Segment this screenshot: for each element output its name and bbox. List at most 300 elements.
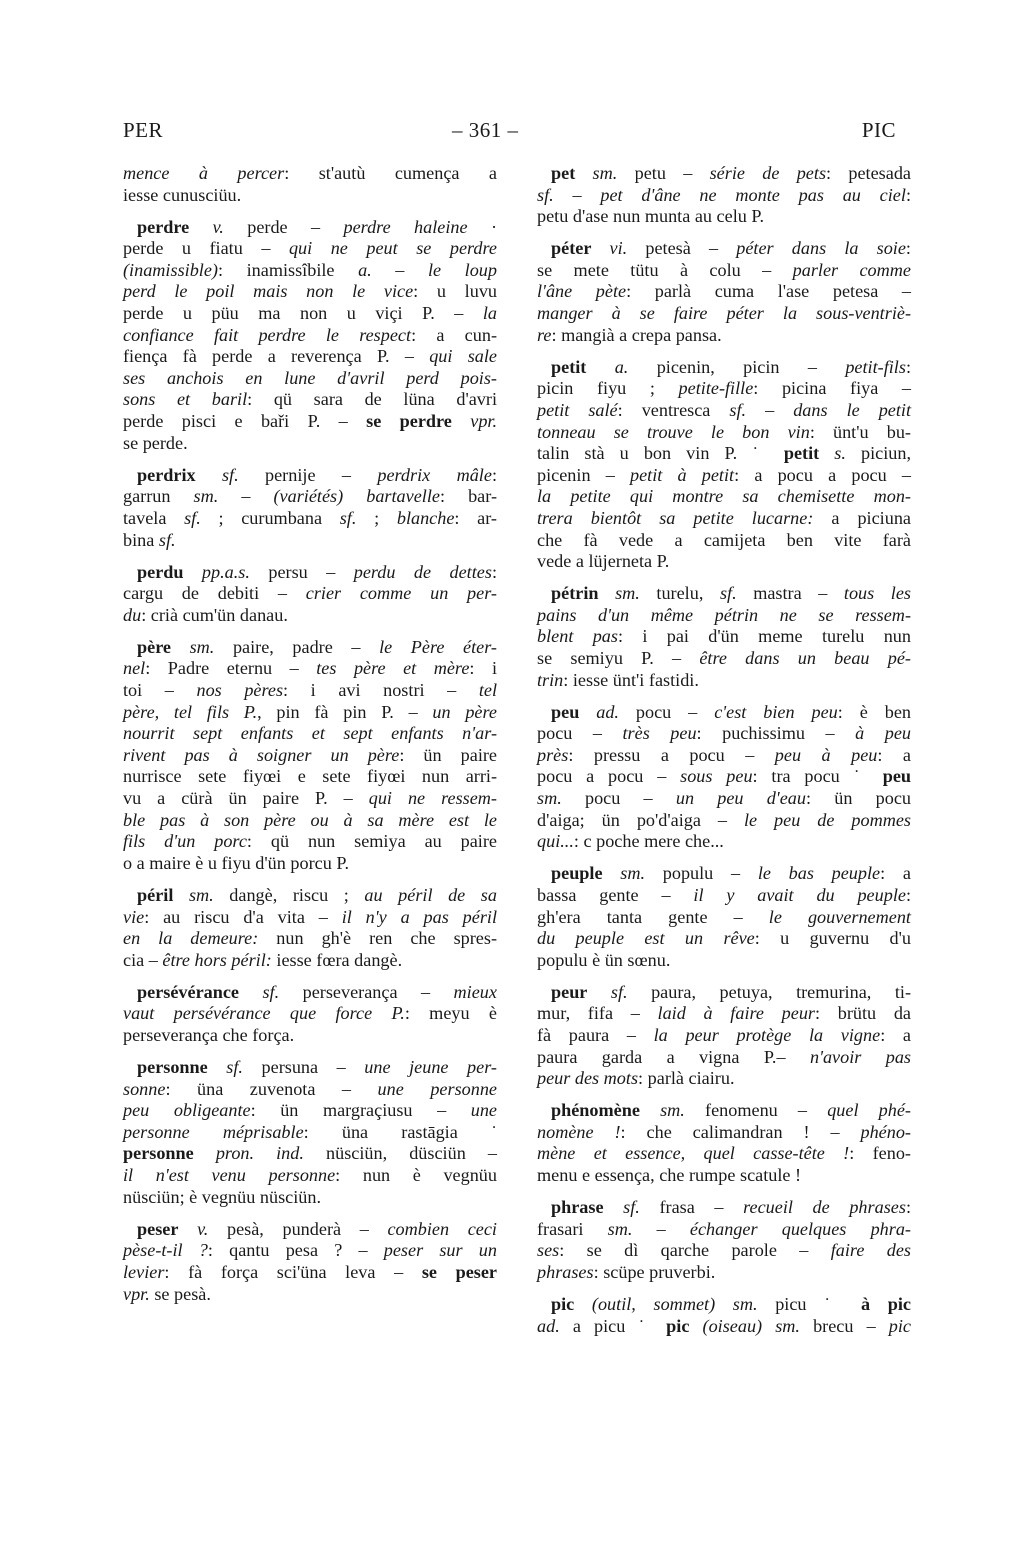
french-text: une personne	[377, 1078, 497, 1099]
entry-line	[123, 368, 497, 390]
french-text: pic	[888, 1315, 912, 1336]
page-number: – 361 –	[452, 118, 519, 142]
entry-line	[537, 950, 911, 972]
entry-line	[123, 680, 497, 702]
entry-headline	[123, 562, 497, 584]
ligurian-text: : üna zuvenota –	[165, 1078, 378, 1099]
ligurian-text: cia –	[123, 949, 163, 970]
entry-headline	[537, 1294, 911, 1316]
ligurian-text: perde –	[223, 216, 344, 237]
french-text: s.	[819, 443, 846, 464]
entry-line	[537, 206, 911, 228]
french-text: levier	[123, 1261, 165, 1282]
french-text: qui ne peut se perdre	[288, 238, 497, 259]
ligurian-text: tavela	[123, 507, 185, 528]
ligurian-text: perde u püu ma non u viçi P. –	[123, 303, 483, 324]
french-text: a.	[586, 356, 629, 377]
french-text: tonneau se trouve le bon vin	[537, 421, 810, 442]
ligurian-text: paire, padre –	[214, 636, 380, 657]
entry-line	[123, 766, 497, 788]
french-text: (inamissible)	[123, 259, 218, 280]
french-text: sf.	[603, 1197, 640, 1218]
ligurian-text: iesse cunusciüu.	[123, 184, 242, 205]
headword: phénomène	[551, 1100, 640, 1121]
ligurian-text: , pin fà pin P. –	[257, 701, 433, 722]
entry-line	[123, 238, 497, 260]
ligurian-text: piciun,	[845, 443, 911, 464]
ligurian-text: :	[905, 238, 911, 259]
french-text: trin	[537, 669, 564, 690]
french-text: manger à se faire péter la sous-ventriè-	[537, 303, 911, 324]
ligurian-text: :	[905, 184, 911, 205]
french-text: personne méprisable	[123, 1121, 304, 1142]
entry-line	[537, 605, 911, 627]
french-text: crier comme un per-	[305, 583, 497, 604]
french-text: peu obligeante	[123, 1100, 251, 1121]
ligurian-text: d'aiga; ün po'd'aiga –	[537, 809, 744, 830]
ligurian-text: : scüpe pruverbi.	[593, 1261, 716, 1282]
entry-line	[123, 163, 497, 185]
ligurian-text: perde pisci e baři P. –	[123, 411, 367, 432]
entry-line	[123, 788, 497, 810]
ligurian-text: : se dì qarche parole –	[559, 1240, 831, 1261]
french-text: laid à faire peur	[657, 1003, 815, 1024]
headword: peser	[137, 1218, 179, 1239]
entry-line	[537, 443, 911, 465]
entry-line	[123, 1187, 497, 1209]
french-text: sf.	[719, 583, 737, 604]
headword: pic	[551, 1294, 575, 1314]
headword: péril	[137, 884, 174, 905]
french-text: perd le poil mais non le vice	[123, 281, 414, 302]
entry-line	[537, 648, 911, 670]
ligurian-text: se semiyu P. –	[537, 647, 700, 668]
french-text: du peuple est un rêve	[537, 928, 755, 949]
entry-line	[123, 530, 497, 552]
entry-line	[537, 422, 911, 444]
ligurian-text: : u luvu	[413, 281, 498, 302]
entry-headline	[537, 1100, 911, 1122]
entry-line	[537, 670, 911, 692]
entry-line	[123, 1003, 497, 1025]
french-text: tel	[478, 680, 498, 701]
ligurian-text: :	[491, 561, 497, 582]
french-text: sm.	[607, 1218, 633, 1239]
entry-line	[537, 745, 911, 767]
french-text: mène et essence, quel casse-tête !	[537, 1143, 850, 1164]
french-text: sf.	[184, 507, 201, 528]
headword: persévérance	[137, 981, 240, 1002]
ligurian-text: ·	[467, 216, 498, 237]
ligurian-text: nüsciün, düsciün –	[303, 1143, 497, 1164]
running-head-left: PER	[123, 118, 164, 142]
entry-headline	[123, 1219, 497, 1241]
headword: peuple	[551, 863, 603, 884]
french-text: blanche	[396, 507, 455, 528]
ligurian-text: : qü nun semiya au paire	[246, 831, 497, 852]
ligurian-text: :	[905, 356, 911, 377]
ligurian-text: :	[905, 884, 912, 905]
french-text: ble pas à son père ou à sa mère est le	[123, 809, 497, 830]
entry-line	[123, 325, 497, 347]
ligurian-text: : qü sara de lüna d'avri	[247, 389, 498, 410]
entry-line	[537, 1047, 911, 1069]
ligurian-text: a piciuna	[813, 507, 911, 528]
french-text: tes père et mère	[316, 658, 470, 679]
headword: à pic	[861, 1294, 911, 1314]
french-text: nourrit sept enfants et sept enfants n'ar-	[123, 723, 497, 744]
ligurian-text: :	[491, 464, 497, 485]
french-text: recueil de phrases	[743, 1197, 906, 1218]
entry-line	[537, 1262, 911, 1284]
ligurian-text: : brütu da	[815, 1003, 911, 1024]
french-text: sf.	[239, 981, 280, 1002]
french-text: à peu	[855, 723, 911, 744]
ligurian-text: : u guvernu d'u	[754, 928, 911, 949]
french-text: petit-fils	[845, 356, 906, 377]
ligurian-text: bassa gente –	[537, 884, 694, 905]
headword: phrase	[551, 1197, 604, 1218]
ligurian-text: : a	[880, 1024, 911, 1045]
ligurian-text: : inamissîbile	[217, 259, 359, 280]
running-head-right: PIC	[861, 118, 896, 142]
headword: peu	[882, 766, 912, 787]
entry-headline	[123, 637, 497, 659]
ligurian-text: : i pai d'ün meme turelu nun	[617, 626, 911, 647]
french-text: ad.	[579, 701, 619, 722]
french-text: confiance fait perdre le respect	[123, 324, 412, 345]
ligurian-text: vede a lüjerneta P.	[537, 551, 670, 572]
ligurian-text: : bar-	[439, 486, 498, 507]
french-text: être dans un beau pé-	[699, 647, 911, 668]
french-text: un peu d'eau	[675, 788, 806, 809]
ligurian-text: : ar-	[454, 507, 497, 528]
french-text: sm.	[575, 163, 618, 183]
ligurian-text: cargu de debiti –	[123, 583, 306, 604]
ligurian-text: : qantu pesa ? –	[207, 1240, 384, 1261]
ligurian-text: turelu,	[639, 583, 720, 604]
french-text: qui ne ressem-	[368, 788, 497, 809]
entry-line	[537, 303, 911, 325]
ligurian-text: a picu ˙	[559, 1315, 667, 1336]
french-text: sons et baril	[123, 389, 248, 410]
french-text: quel phé-	[827, 1100, 911, 1121]
entry-line	[537, 530, 911, 552]
entry-line	[123, 723, 497, 745]
ligurian-text: se perde.	[123, 432, 188, 453]
french-text: sm.	[639, 1100, 685, 1121]
french-text: (outil, sommet) sm.	[574, 1294, 758, 1314]
ligurian-text: –	[218, 486, 274, 507]
entry-headline	[123, 465, 497, 487]
entry-line	[537, 1122, 911, 1144]
ligurian-text: –	[632, 1218, 690, 1239]
french-text: échanger quelques phra-	[689, 1218, 911, 1239]
ligurian-text: ; curumbana	[200, 507, 340, 528]
french-text: pèse-t-il ?	[123, 1240, 208, 1261]
ligurian-text: picin fiyu ;	[537, 378, 679, 399]
entry-line	[123, 486, 497, 508]
french-text: vpr.	[123, 1283, 150, 1304]
french-text: petit à petit	[629, 464, 735, 485]
french-text: il y avait du peuple	[693, 884, 906, 905]
french-text: perdu de dettes	[353, 561, 492, 582]
ligurian-text: perseverança che força.	[123, 1024, 295, 1045]
french-text: parler comme	[792, 259, 911, 280]
ligurian-text: : a	[877, 744, 911, 765]
french-text: le gouvernement	[768, 906, 911, 927]
entry-line	[123, 1100, 497, 1122]
entry-headline	[537, 702, 911, 724]
headword: perdrix	[137, 464, 196, 485]
ligurian-text: populu è ün sœnu.	[537, 949, 671, 970]
ligurian-text: : ün margraçiusu –	[250, 1100, 471, 1121]
french-text: phéno-	[860, 1121, 911, 1142]
french-text: pron. ind.	[193, 1143, 304, 1164]
french-text: faire des	[830, 1240, 911, 1261]
ligurian-text: : ün paire	[399, 744, 497, 765]
french-text: sf.	[339, 507, 357, 528]
ligurian-text: : a pocu a pocu –	[734, 464, 911, 485]
french-text: fils d'un porc	[123, 831, 247, 852]
ligurian-text: ;	[356, 507, 397, 528]
entry-line	[123, 810, 497, 832]
ligurian-text: : fà força sci'üna leva –	[164, 1261, 422, 1282]
french-text: vaut persévérance que force P.	[123, 1003, 405, 1024]
french-text: le peu de pommes	[743, 809, 911, 830]
ligurian-text: : i	[469, 658, 497, 679]
entry-line	[123, 260, 497, 282]
ligurian-text: menu e essença, che rumpe scatule !	[537, 1165, 802, 1186]
french-text: petite-fille	[678, 378, 754, 399]
ligurian-text: perseverança –	[279, 981, 454, 1002]
ligurian-text: mastra –	[736, 583, 844, 604]
entry-headline	[537, 357, 911, 379]
french-text: père, tel fils P.	[123, 701, 258, 722]
ligurian-text: picu ˙	[757, 1294, 861, 1314]
ligurian-text: persuna –	[242, 1057, 365, 1078]
ligurian-text: pocu –	[561, 788, 676, 809]
entry-line	[537, 928, 911, 950]
french-text: n'avoir pas	[809, 1046, 912, 1067]
french-text: péter dans la soie	[736, 238, 906, 259]
headword: pic	[666, 1315, 690, 1336]
french-text: sf.	[729, 399, 747, 420]
french-text: vie	[123, 906, 145, 927]
ligurian-text: : parlà ciairu.	[638, 1068, 735, 1089]
entry-line	[123, 1240, 497, 1262]
entry-line	[123, 281, 497, 303]
entry-line	[537, 378, 911, 400]
french-text: qui...	[537, 831, 574, 852]
ligurian-text: mur, fifa –	[537, 1003, 658, 1024]
entry-headline	[537, 238, 911, 260]
ligurian-text: : che calimandran ! –	[620, 1121, 861, 1142]
entry-line	[537, 281, 911, 303]
ligurian-text: petu –	[617, 163, 710, 183]
french-text: petit salé	[537, 399, 618, 420]
entry-line	[537, 1143, 911, 1165]
ligurian-text: frasa –	[639, 1197, 744, 1218]
french-text: la peur protège la vigne	[653, 1024, 881, 1045]
entry-line	[537, 1165, 911, 1187]
ligurian-text: populu –	[645, 863, 758, 884]
entry-headline	[123, 1057, 497, 1079]
ligurian-text: : üna rastāgia ˙	[303, 1121, 498, 1142]
french-text: sm.	[602, 863, 646, 884]
french-text: mieux	[453, 981, 497, 1002]
ligurian-text: pocu –	[537, 723, 623, 744]
french-text: sf.	[195, 464, 239, 485]
entry-headline	[537, 163, 911, 185]
headword: peu	[551, 701, 580, 722]
headword: personne	[137, 1057, 208, 1078]
french-text: blent pas	[537, 626, 618, 647]
entry-line	[123, 185, 497, 207]
ligurian-text: nüsciün; è vegnüu nüsciün.	[123, 1186, 322, 1207]
french-text: v.	[189, 216, 224, 237]
french-text: sm.	[537, 788, 562, 809]
ligurian-text: : ventresca	[617, 399, 730, 420]
entry-line	[537, 723, 911, 745]
french-text: rivent pas à soigner un père	[123, 744, 400, 765]
entry-line	[537, 810, 911, 832]
ligurian-text: dangè, riscu ;	[213, 884, 365, 905]
ligurian-text: petu d'ase nun munta au celu P.	[537, 206, 765, 227]
french-text: nomène !	[537, 1121, 621, 1142]
ligurian-text: pocu –	[618, 701, 715, 722]
headword: perdu	[137, 561, 184, 582]
ligurian-text: che fà vede a camijeta ben vite farà	[537, 529, 911, 550]
french-text: être hors péril:	[162, 949, 272, 970]
french-text: c'est bien peu	[714, 701, 838, 722]
french-text: vi.	[591, 238, 628, 259]
french-text: sm.	[598, 583, 640, 604]
entry-line	[123, 1079, 497, 1101]
french-text: la	[482, 303, 497, 324]
french-text: trera bientôt sa petite lucarne:	[537, 507, 814, 528]
ligurian-text: : Padre eternu –	[145, 658, 317, 679]
french-text: perdrix mâle	[377, 464, 492, 485]
ligurian-text: : c poche mere che...	[573, 831, 724, 852]
entry-line	[123, 853, 497, 875]
ligurian-text: –	[371, 259, 428, 280]
french-text: sf.	[537, 184, 554, 205]
ligurian-text: se pesà.	[149, 1283, 211, 1304]
ligurian-text: : nun è vegnüu	[335, 1165, 497, 1186]
ligurian-text: : mangià a crepa pansa.	[551, 324, 722, 345]
french-text: sf.	[158, 529, 176, 550]
ligurian-text: garrun	[123, 486, 194, 507]
french-text: perdre haleine	[343, 216, 468, 237]
entry-line	[537, 766, 911, 788]
entry-line	[123, 433, 497, 455]
entry-headline	[123, 982, 497, 1004]
french-text: le loup	[427, 259, 497, 280]
entry-headline	[123, 217, 497, 239]
french-text: pet d'âne ne monte pas au ciel	[600, 184, 906, 205]
ligurian-text: : petesada	[826, 163, 911, 183]
entry-line	[537, 1025, 911, 1047]
column-left	[123, 163, 497, 1305]
french-text: (oiseau) sm.	[689, 1315, 800, 1336]
french-text: il n'est venu personne	[123, 1165, 336, 1186]
entry-headline	[537, 1197, 911, 1219]
entry-line	[537, 1003, 911, 1025]
entry-line	[537, 465, 911, 487]
ligurian-text: paura, petuya, tremurina, ti-	[627, 981, 911, 1002]
ligurian-text: brecu –	[799, 1315, 889, 1336]
ligurian-text: talin stà u bon vin P. ˙	[537, 443, 784, 464]
french-text: phrases	[537, 1261, 594, 1282]
french-text: sonne	[123, 1078, 166, 1099]
french-text: sf.	[587, 981, 628, 1002]
entry-line	[123, 907, 497, 929]
french-text: mence à percer	[123, 163, 285, 183]
entry-line	[537, 1068, 911, 1090]
entry-line	[537, 551, 911, 573]
headword: se peser	[421, 1261, 497, 1282]
ligurian-text: perde u fiatu –	[123, 238, 289, 259]
headword: peur	[551, 981, 588, 1002]
french-text: pp.a.s.	[183, 561, 250, 582]
french-text: en la demeure:	[123, 928, 259, 949]
entry-line	[537, 486, 911, 508]
french-text: pains d'un même pétrin ne se ressem-	[537, 604, 911, 625]
ligurian-text: gh'era tanta gente –	[537, 906, 769, 927]
entry-line	[123, 1025, 497, 1047]
entry-line	[537, 1219, 911, 1241]
french-text: v.	[178, 1218, 209, 1239]
ligurian-text: : iesse ünt'i fastidi.	[563, 669, 699, 690]
french-text: a.	[358, 259, 372, 280]
entry-line	[123, 950, 497, 972]
ligurian-text: –	[553, 184, 601, 205]
headword: perdre	[137, 216, 190, 237]
headword: père	[137, 636, 172, 657]
headword: péter	[551, 238, 592, 259]
ligurian-text: : au riscu d'a vita –	[144, 906, 342, 927]
french-text: peser sur un	[383, 1240, 497, 1261]
french-text: il n'y a pas péril	[341, 906, 498, 927]
entry-line	[537, 1240, 911, 1262]
french-text: (variétés) bartavelle	[273, 486, 440, 507]
ligurian-text: nun gh'è ren che spres-	[258, 928, 498, 949]
ligurian-text: iesse fœra dangè.	[271, 949, 403, 970]
french-text: nel	[123, 658, 146, 679]
french-text: ses	[537, 1240, 560, 1261]
ligurian-text: fà paura –	[537, 1024, 654, 1045]
french-text: près	[537, 744, 569, 765]
ligurian-text: : i avi nostri –	[283, 680, 479, 701]
headword: pétrin	[551, 583, 599, 604]
french-text: une jeune per-	[364, 1057, 497, 1078]
entry-line	[123, 389, 497, 411]
french-text: ses anchois en lune d'avril perd pois-	[123, 367, 497, 388]
ligurian-text: : meyu è	[404, 1003, 497, 1024]
entry-headline	[123, 885, 497, 907]
ligurian-text: pocu a pocu –	[537, 766, 681, 787]
entry-line	[123, 605, 497, 627]
ligurian-text: –	[746, 399, 794, 420]
ligurian-text: : ün pocu	[805, 788, 911, 809]
french-text: tous les	[843, 583, 911, 604]
ligurian-text: persu –	[249, 561, 354, 582]
entry-line	[537, 185, 911, 207]
ligurian-text: : puchissimu –	[696, 723, 856, 744]
entry-line	[123, 508, 497, 530]
entry-headline	[537, 583, 911, 605]
